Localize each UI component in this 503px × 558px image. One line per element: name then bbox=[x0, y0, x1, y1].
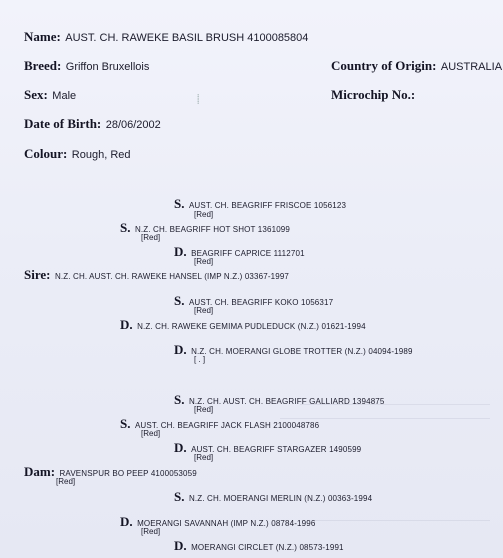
ancestor-code: S. bbox=[120, 220, 131, 235]
name-field bbox=[24, 28, 308, 46]
ancestor-code: Sire: bbox=[24, 267, 51, 282]
ancestor-code: S. bbox=[174, 489, 185, 504]
microchip-field bbox=[331, 86, 415, 104]
ancestor-colour: [Red] bbox=[56, 477, 76, 486]
pedigree-dam bbox=[24, 463, 197, 481]
scan-speck: ⸽ bbox=[197, 95, 200, 105]
ancestor-name: BEAGRIFF CAPRICE 1112701 bbox=[191, 249, 305, 258]
dob-field bbox=[24, 115, 161, 133]
colour-label: Colour: bbox=[24, 146, 68, 161]
ancestor-code: D. bbox=[174, 538, 187, 553]
sex-value: Male bbox=[52, 90, 77, 102]
pedigree-sire-dam bbox=[120, 316, 366, 334]
ancestor-name: MOERANGI SAVANNAH (IMP N.Z.) 08784-1996 bbox=[137, 519, 316, 528]
ancestor-name: N.Z. CH. MOERANGI GLOBE TROTTER (N.Z.) 04094-1989 bbox=[191, 347, 413, 356]
ancestor-name: N.Z. CH. AUST. CH. BEAGRIFF GALLIARD 1394875 bbox=[188, 397, 385, 406]
dob-value: 28/06/2002 bbox=[105, 119, 161, 131]
ancestor-name: MOERANGI CIRCLET (N.Z.) 08573-1991 bbox=[191, 543, 344, 552]
ancestor-code: S. bbox=[120, 416, 131, 431]
pedigree-dam-dam-dam bbox=[174, 537, 344, 555]
ancestor-colour: [Red] bbox=[141, 527, 161, 536]
ancestor-code: D. bbox=[120, 514, 133, 529]
ancestor-name: N.Z. CH. BEAGRIFF HOT SHOT 1361099 bbox=[134, 225, 291, 234]
ancestor-name: N.Z. CH. RAWEKE GEMIMA PUDLEDUCK (N.Z.) 01621-1994 bbox=[137, 322, 366, 331]
pedigree-sire-dam-dam bbox=[174, 341, 413, 359]
ancestor-colour: [Red] bbox=[141, 429, 161, 438]
scan-line bbox=[310, 520, 490, 521]
breed-field bbox=[24, 57, 149, 75]
ancestor-name: AUST. CH. BEAGRIFF STARGAZER 1490599 bbox=[191, 445, 362, 454]
ancestor-colour: [Red] bbox=[194, 210, 214, 219]
ancestor-code: D. bbox=[120, 317, 133, 332]
ancestor-code: S. bbox=[174, 392, 185, 407]
pedigree-sire bbox=[24, 266, 289, 284]
ancestor-code: D. bbox=[174, 342, 187, 357]
breed-label: Breed: bbox=[24, 58, 62, 73]
ancestor-colour: [Red] bbox=[194, 453, 214, 462]
country-label: Country of Origin: bbox=[331, 58, 437, 73]
name-label: Name: bbox=[24, 29, 61, 44]
dob-label: Date of Birth: bbox=[24, 116, 102, 131]
ancestor-name: AUST. CH. BEAGRIFF KOKO 1056317 bbox=[188, 298, 334, 307]
ancestor-name: AUST. CH. BEAGRIFF FRISCOE 1056123 bbox=[188, 201, 347, 210]
ancestor-name: N.Z. CH. MOERANGI MERLIN (N.Z.) 00363-1994 bbox=[188, 494, 373, 503]
ancestor-code: D. bbox=[174, 440, 187, 455]
ancestor-name: N.Z. CH. AUST. CH. RAWEKE HANSEL (IMP N.Z.) 03367-1997 bbox=[54, 272, 290, 281]
ancestor-colour: [Red] bbox=[194, 405, 214, 414]
name-value: AUST. CH. RAWEKE BASIL BRUSH 4100085804 bbox=[65, 32, 309, 44]
country-field bbox=[331, 57, 502, 75]
pedigree-dam-dam-sire bbox=[174, 488, 372, 506]
country-value: AUSTRALIA bbox=[440, 61, 503, 73]
ancestor-code: S. bbox=[174, 293, 185, 308]
ancestor-code: Dam: bbox=[24, 464, 56, 479]
ancestor-name: AUST. CH. BEAGRIFF JACK FLASH 2100048786 bbox=[134, 421, 320, 430]
ancestor-code: D. bbox=[174, 244, 187, 259]
sex-field bbox=[24, 86, 76, 104]
sex-label: Sex: bbox=[24, 87, 48, 102]
ancestor-colour: [Red] bbox=[194, 257, 214, 266]
ancestor-colour: [Red] bbox=[141, 233, 161, 242]
colour-value: Rough, Red bbox=[71, 149, 131, 161]
ancestor-colour: [Red] bbox=[194, 306, 214, 315]
ancestor-name: RAVENSPUR BO PEEP 4100053059 bbox=[59, 469, 197, 478]
ancestor-code: S. bbox=[174, 196, 185, 211]
ancestor-colour: [ . ] bbox=[194, 355, 206, 364]
microchip-label: Microchip No.: bbox=[331, 87, 416, 102]
breed-value: Griffon Bruxellois bbox=[65, 61, 150, 73]
colour-field bbox=[24, 145, 131, 163]
